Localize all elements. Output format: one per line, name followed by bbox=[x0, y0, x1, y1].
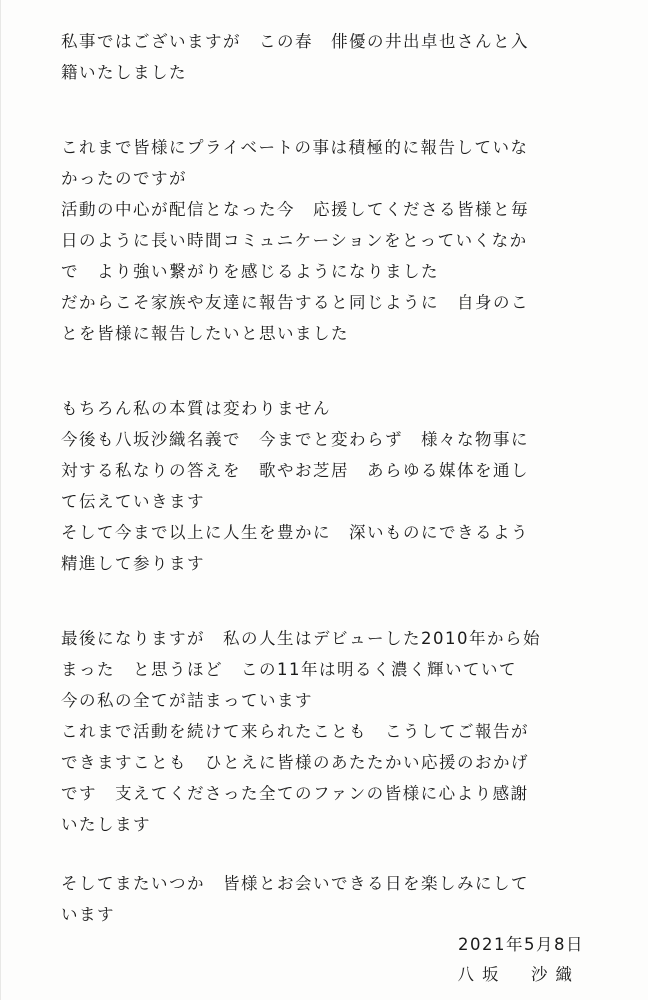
letter-line: とを皆様に報告したいと思いました bbox=[61, 324, 349, 343]
letter-body bbox=[61, 26, 601, 930]
letter-line: 最後になりますが 私の人生はデビューした2010年から始 bbox=[61, 629, 541, 648]
paragraph-closing bbox=[61, 868, 601, 930]
paragraph-announcement bbox=[61, 26, 601, 88]
letter-line: もちろん私の本質は変わりません bbox=[61, 399, 331, 418]
letter-line: まった と思うほど この11年は明るく濃く輝いていて bbox=[61, 660, 517, 679]
letter-line: そしてまたいつか 皆様とお会いできる日を楽しみにして bbox=[61, 874, 529, 893]
letter-line: です 支えてくださった全てのファンの皆様に心より感謝 bbox=[61, 784, 529, 803]
letter-line: 対する私なりの答えを 歌やお芝居 あらゆる媒体を通し bbox=[61, 461, 529, 480]
letter-line: 日のように長い時間コミュニケーションをとっていくなか bbox=[61, 231, 528, 250]
letter-line: だからこそ家族や友達に報告すると同じように 自身のこ bbox=[61, 293, 529, 312]
letter-line: これまで皆様にプライベートの事は積極的に報告していな bbox=[61, 138, 529, 157]
signature-name: 八坂 沙織 bbox=[457, 965, 580, 984]
signature-block bbox=[458, 930, 585, 990]
letter-line: かったのですが bbox=[61, 169, 187, 188]
letter-line: そして今まで以上に人生を豊かに 深いものにできるよう bbox=[61, 523, 529, 542]
letter-line: できますことも ひとえに皆様のあたたかい応援のおかげ bbox=[61, 753, 529, 772]
paragraph-future bbox=[61, 393, 601, 579]
letter-line: います bbox=[61, 905, 115, 924]
letter-line: これまで活動を続けて来られたことも こうしてご報告が bbox=[61, 722, 529, 741]
paragraph-reason bbox=[61, 132, 601, 349]
letter-line: 今の私の全てが詰まっています bbox=[61, 691, 313, 710]
letter-date: 2021年5月8日 bbox=[458, 935, 584, 954]
letter-line: いたします bbox=[61, 815, 151, 834]
letter-line: て伝えていきます bbox=[61, 492, 205, 511]
letter-line: 活動の中心が配信となった今 応援してくださる皆様と毎 bbox=[61, 200, 529, 219]
letter-line: 籍いたしました bbox=[61, 63, 187, 82]
letter-line: で より強い繋がりを感じるようになりました bbox=[61, 262, 439, 281]
letter-line: 精進して参ります bbox=[61, 554, 205, 573]
paragraph-gratitude bbox=[61, 623, 601, 840]
letter-line: 今後も八坂沙織名義で 今までと変わらず 様々な物事に bbox=[61, 430, 529, 449]
letter-line: 私事ではございますが この春 俳優の井出卓也さんと入 bbox=[61, 32, 529, 51]
